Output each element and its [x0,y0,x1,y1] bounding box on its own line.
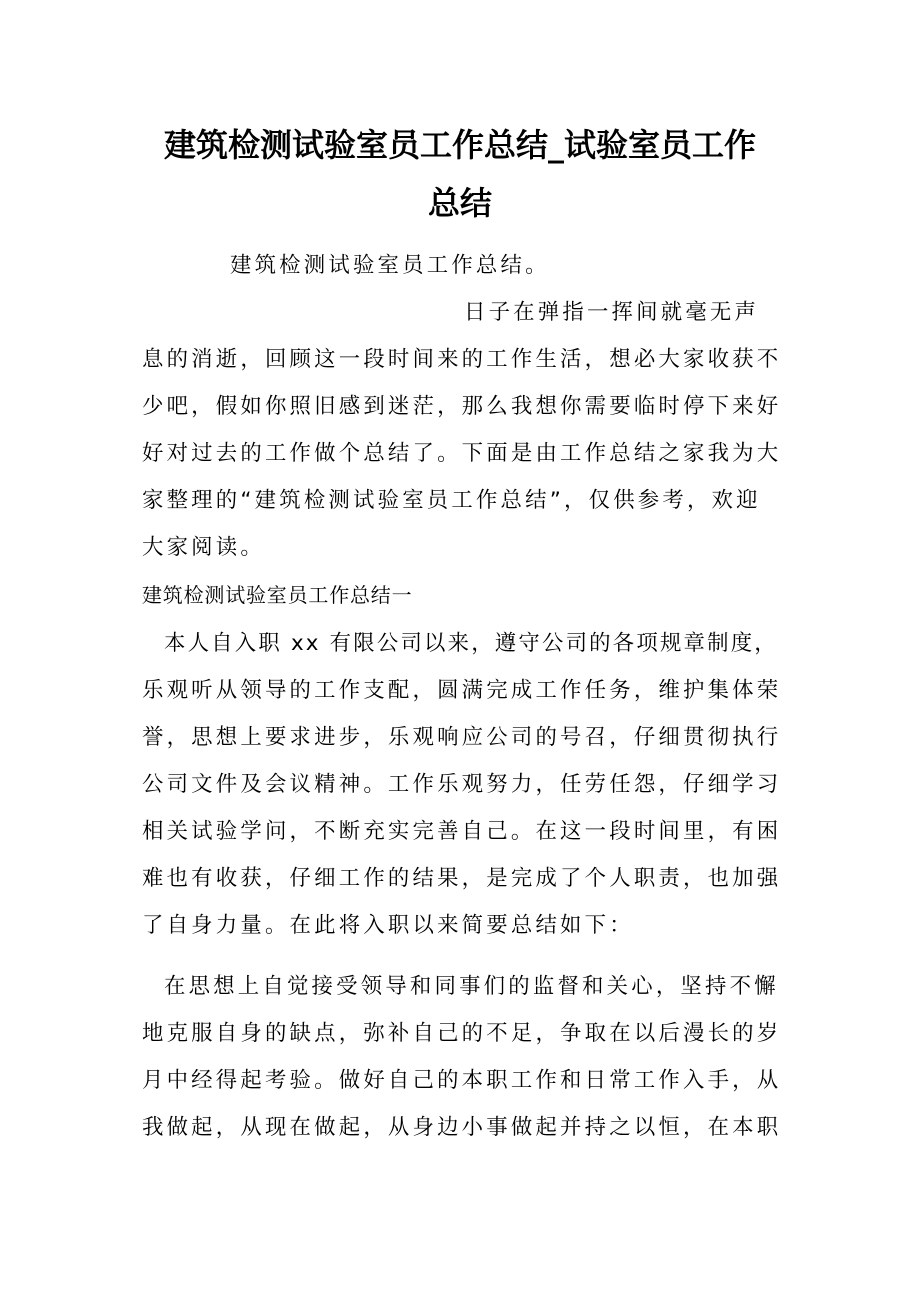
intro-paragraph [142,289,782,571]
paragraph-line: 乐观听从领导的工作支配，圆满完成工作任务，维护集体荣 [142,678,782,703]
title-line: 总结 [427,184,492,222]
paragraph-line: 我做起，从现在做起，从身边小事做起并持之以恒，在本职 [142,1115,782,1140]
paragraph-line: 月中经得起考验。做好自己的本职工作和日常工作入手，从 [142,1068,782,1093]
intro-line: 日子在弹指一挥间就毫无声 [464,300,760,325]
paragraph-1 [142,620,782,949]
paragraph-line: 公司文件及会议精神。工作乐观努力，任劳任怨，仔细学习 [142,772,782,797]
intro-subtitle [230,242,870,289]
paragraph-line: 誉，思想上要求进步，乐观响应公司的号召，仔细贯彻执行 [142,725,782,750]
paragraph-line: 难也有收获，仔细工作的结果，是完成了个人职责，也加强 [142,866,782,891]
intro-line: 息的消逝，回顾这一段时间来的工作生活，想必大家收获不 [142,347,782,372]
paragraph-line: 相关试验学问，不断充实完善自己。在这一段时间里，有困 [142,819,782,844]
intro-line: 家整理的“建筑检测试验室员工作总结”，仅供参考，欢迎 [142,488,761,513]
title-line: 建筑检测试验室员工作总结_试验室员工作 [163,126,756,164]
paragraph-line: 了自身力量。在此将入职以来简要总结如下： [142,913,634,938]
paragraph-2 [142,963,782,1151]
paragraph-line: 地克服自身的缺点，弥补自己的不足，争取在以后漫长的岁 [142,1021,782,1046]
intro-line: 大家阅读。 [142,535,265,560]
paragraph-line: 本人自入职 xx 有限公司以来，遵守公司的各项规章制度， [164,631,778,656]
document-title [140,116,780,232]
intro-line: 少吧，假如你照旧感到迷茫，那么我想你需要临时停下来好 [142,394,782,419]
intro-subtitle-text: 建筑检测试验室员工作总结。 [230,253,550,278]
section-heading-text: 建筑检测试验室员工作总结一 [142,583,413,607]
intro-line: 好对过去的工作做个总结了。下面是由工作总结之家我为大 [142,441,782,466]
paragraph-line: 在思想上自觉接受领导和同事们的监督和关心，坚持不懈 [164,974,779,999]
section-heading [142,572,782,619]
